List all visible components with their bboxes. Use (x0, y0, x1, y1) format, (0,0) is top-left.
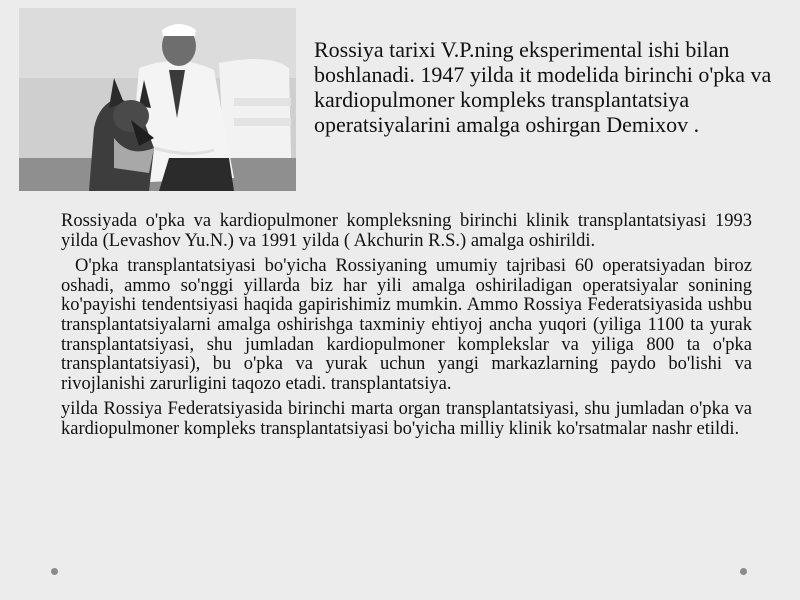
bullet-dot-icon (740, 568, 747, 575)
intro-text: Rossiya tarixi V.P.ning eksperimental ishi bilan boshlanadi. 1947 yilda it modelida birinchi o'pka va kardiopulmoner kompleks transplantatsiya operatsiyalarini amalga oshirgan Demixov . (314, 37, 772, 137)
paragraph-first-transplant: Rossiyada o'pka va kardiopulmoner kompleksning birinchi klinik transplantatsiyasi 1993 yilda (Levashov Yu.N.) va 1991 yilda ( Akchurin R.S.) amalga oshirildi. (61, 211, 752, 251)
paragraph-guidelines: yilda Rossiya Federatsiyasida birinchi marta organ transplantatsiyasi, shu jumladan o'pka va kardiopulmoner kompleks transplantatsiyasi bo'yicha milliy klinik ko'rsatmalar nashr etildi. (61, 399, 752, 439)
historic-photo-icon (19, 8, 296, 191)
photo-man-with-dog-icon (19, 8, 296, 191)
paragraph-experience: O'pka transplantatsiyasi bo'yicha Rossiyaning umumiy tajribasi 60 operatsiyadan biroz oshadi, ammo so'nggi yillarda biz har yili amalga oshiriladigan operatsiyalar sonining ko'payishi tendentsiyasi haqida gapirishimiz mumkin. Ammo Rossiya Federatsiyasida ushbu transplantatsiyalarni amalga oshirishga taxminiy ehtiyoj ancha yuqori (yiliga 1100 ta yurak transplantatsiyasi, shu jumladan kardiopulmoner komplekslar va yiliga 800 ta o'pka transplantatsiyasi), bu o'pka va yurak uchun yangi markazlarning paydo bo'lishi va rivojlanishi zarurligini taqozo etadi. transplantatsiya. (61, 256, 752, 394)
bullet-dot-icon (51, 568, 58, 575)
body-text (61, 212, 752, 446)
